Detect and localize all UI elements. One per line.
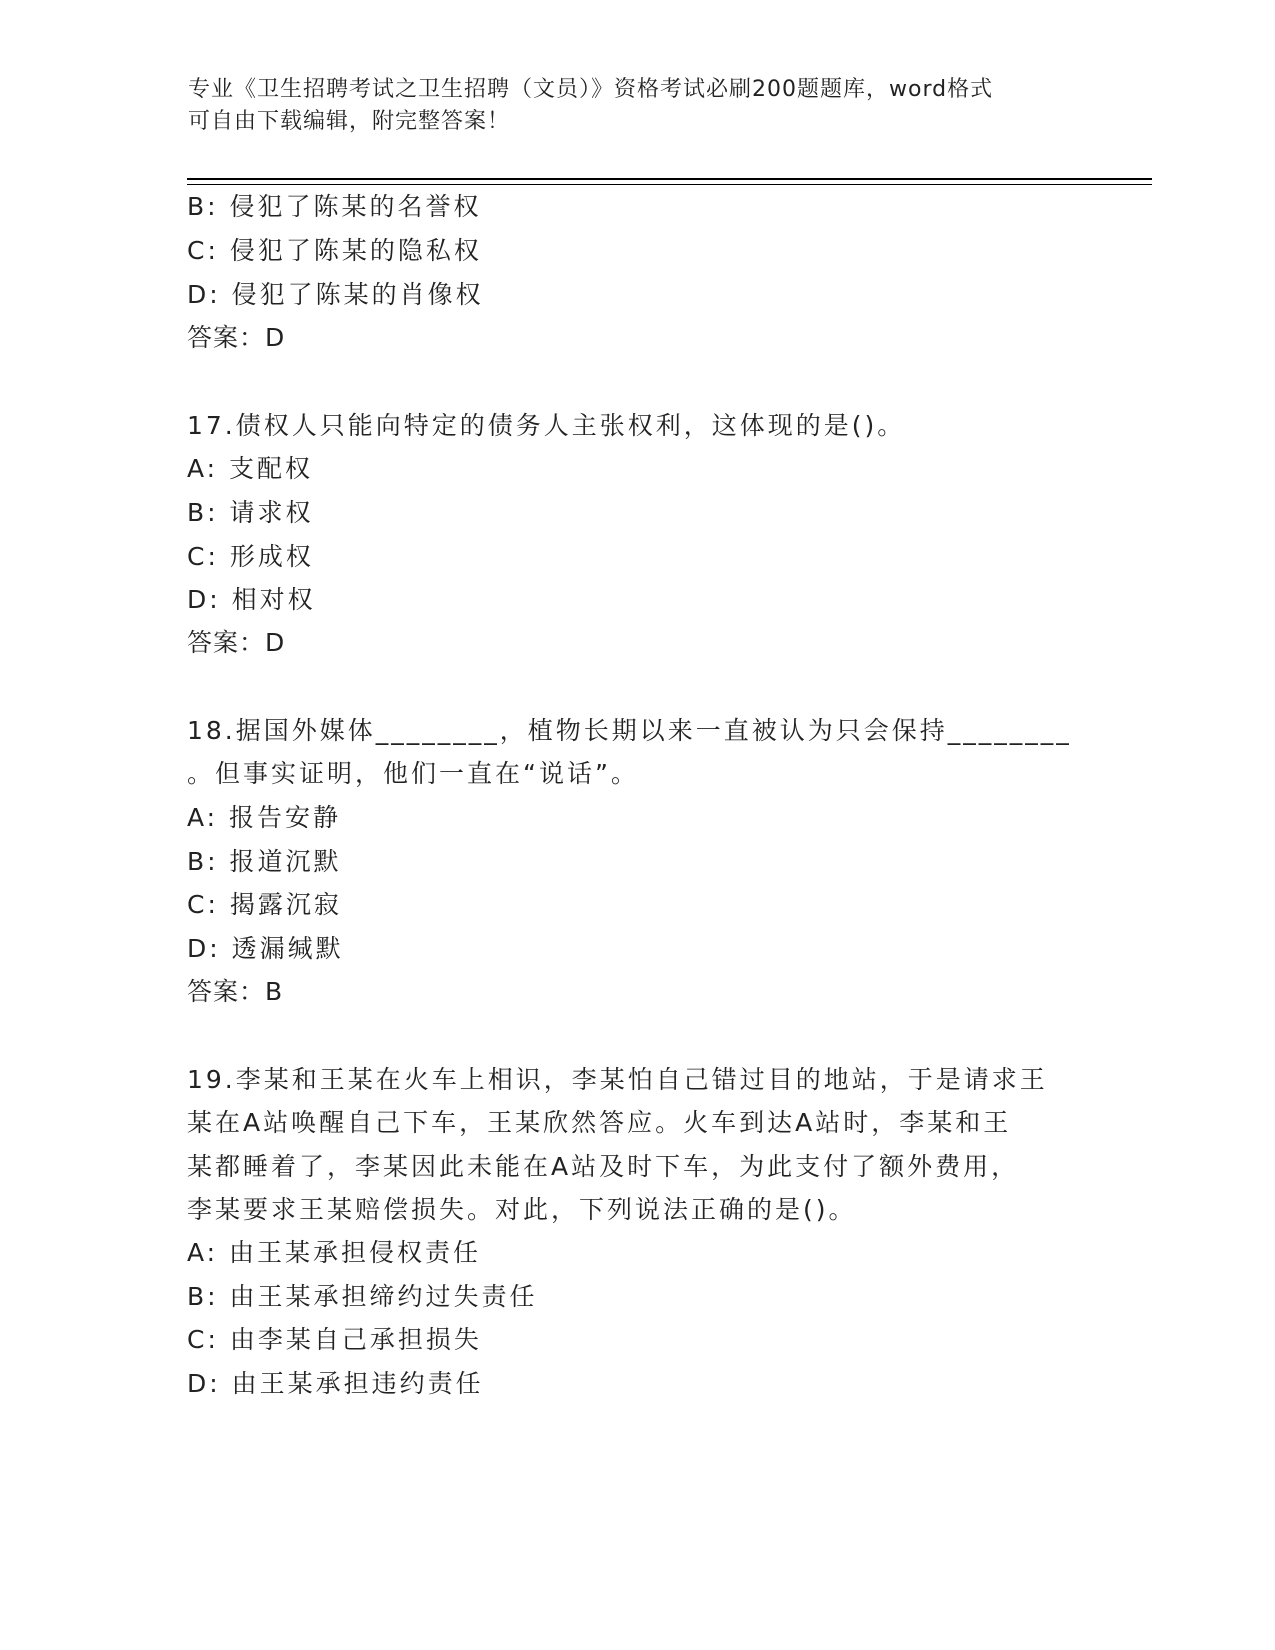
q19-option-d: D: 由王某承担违约责任: [187, 1369, 484, 1398]
q16-answer: 答案：D: [187, 323, 286, 352]
header-rule-thick: [187, 178, 1152, 180]
q19-option-c: C: 由李某自己承担损失: [187, 1325, 482, 1354]
document-header: [188, 74, 1078, 138]
q18-question-line-1: 18.据国外媒体________，植物长期以来一直被认为只会保持________: [187, 716, 1072, 745]
q16-option-c: C: 侵犯了陈某的隐私权: [187, 236, 482, 265]
q17-question: 17.债权人只能向特定的债务人主张权利，这体现的是()。: [187, 411, 906, 440]
q19-question-line-2: 某在A站唤醒自己下车，王某欣然答应。火车到达A站时，李某和王: [187, 1108, 1012, 1137]
q19-question-line-3: 某都睡着了，李某因此未能在A站及时下车，为此支付了额外费用，: [187, 1152, 1020, 1181]
q17-answer: 答案：D: [187, 628, 286, 657]
q17-option-b: B: 请求权: [187, 498, 314, 527]
q18-answer: 答案：B: [187, 977, 284, 1006]
q17-option-d: D: 相对权: [187, 585, 316, 614]
q18-option-b: B: 报道沉默: [187, 847, 342, 876]
q16-option-d: D: 侵犯了陈某的肖像权: [187, 280, 484, 309]
q19-option-a: A: 由王某承担侵权责任: [187, 1238, 482, 1267]
q17-option-c: C: 形成权: [187, 542, 314, 571]
q16-option-b: B: 侵犯了陈某的名誉权: [187, 192, 482, 221]
q18-option-c: C: 揭露沉寂: [187, 890, 342, 919]
header-line-2: 可自由下载编辑，附完整答案！: [188, 109, 511, 134]
header-line-1: 专业《卫生招聘考试之卫生招聘（文员）》资格考试必刷200题题库，word格式: [188, 77, 994, 102]
q18-option-d: D: 透漏缄默: [187, 934, 344, 963]
header-rule-thin: [187, 184, 1152, 185]
q19-question-line-4: 李某要求王某赔偿损失。对此，下列说法正确的是()。: [187, 1195, 857, 1224]
q17-option-a: A: 支配权: [187, 454, 314, 483]
q19-question-line-1: 19.李某和王某在火车上相识，李某怕自己错过目的地站，于是请求王: [187, 1065, 1048, 1094]
q19-option-b: B: 由王某承担缔约过失责任: [187, 1282, 538, 1311]
q18-question-line-2: 。但事实证明，他们一直在“说话”。: [187, 759, 639, 788]
q18-option-a: A: 报告安静: [187, 803, 342, 832]
